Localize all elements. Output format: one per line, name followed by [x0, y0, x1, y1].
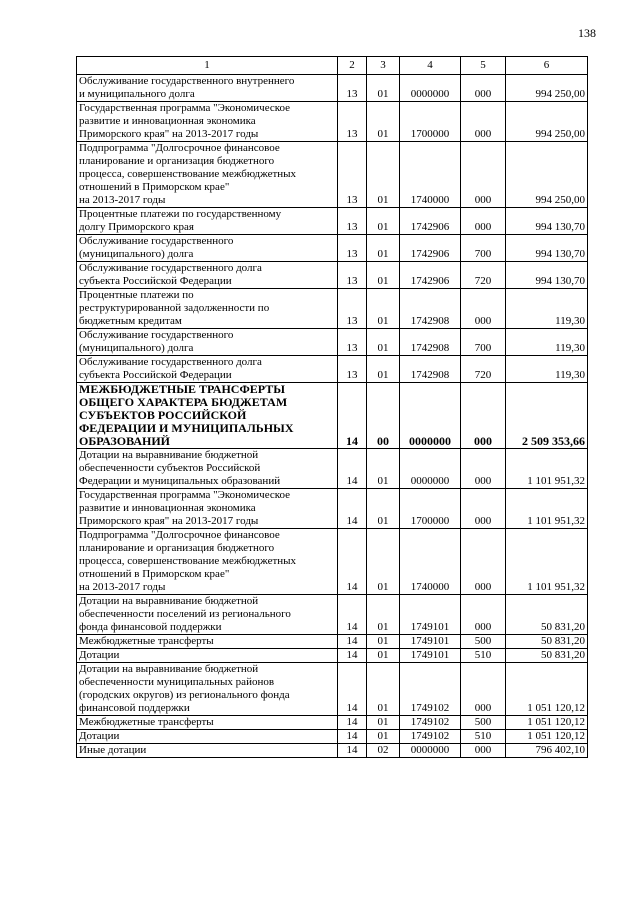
row-col-2-text: 14: [346, 434, 358, 448]
row-col-4: [400, 649, 461, 663]
row-amount-text: 1 051 120,12: [527, 702, 585, 714]
row-col-3-text: 01: [377, 194, 389, 206]
table-row: [77, 289, 588, 329]
row-description: [77, 449, 338, 489]
row-col-3: [367, 635, 400, 649]
row-description-text: Обслуживание государственного (муниципального) долга: [79, 329, 234, 354]
page-number: 138: [578, 26, 596, 40]
row-col-5: [461, 595, 506, 635]
row-col-3: [367, 449, 400, 489]
row-col-3-text: 01: [377, 221, 389, 233]
row-amount-text: 119,30: [555, 369, 585, 381]
row-col-3: [367, 716, 400, 730]
row-amount: [506, 716, 588, 730]
row-description: [77, 595, 338, 635]
row-amount-text: 994 250,00: [535, 88, 585, 100]
row-description-text: Подпрограмма "Долгосрочное финансовое планирование и организация бюджетного процесса, совершенствование межбюджетных отношений в Приморском крае" на 2013-2017 годы: [79, 142, 297, 206]
row-description: [77, 142, 338, 208]
budget-table: [76, 56, 588, 758]
row-col-5-text: 000: [474, 581, 492, 593]
row-col-3-text: 01: [377, 730, 389, 742]
row-description-text: Государственная программа "Экономическое развитие и инновационная экономика Приморского края" на 2013-2017 годы: [79, 489, 291, 527]
row-description: [77, 235, 338, 262]
row-col-2: [338, 262, 367, 289]
row-col-4-text: 1749101: [410, 635, 450, 647]
row-col-4-text: 1742906: [410, 275, 450, 287]
row-col-3: [367, 289, 400, 329]
row-col-5-text: 000: [474, 434, 492, 448]
row-col-2: [338, 102, 367, 142]
row-col-2-text: 13: [346, 248, 358, 260]
table-row: [77, 356, 588, 383]
header-col-5: 5: [461, 57, 506, 75]
row-col-2-text: 14: [346, 475, 358, 487]
row-col-2-text: 14: [346, 716, 358, 728]
table-row: [77, 716, 588, 730]
row-col-5: [461, 75, 506, 102]
row-col-2: [338, 329, 367, 356]
row-col-4-text: 1742908: [410, 342, 450, 354]
row-col-4: [400, 449, 461, 489]
row-description-text: Обслуживание государственного внутреннего и муниципального долга: [79, 75, 295, 100]
row-amount-text: 1 101 951,32: [527, 475, 585, 487]
row-col-2-text: 14: [346, 635, 358, 647]
row-amount: [506, 383, 588, 449]
row-col-2: [338, 289, 367, 329]
row-description-text: Дотации на выравнивание бюджетной обеспеченности субъектов Российской Федерации и муниципальных образований: [79, 449, 281, 487]
row-col-3-text: 01: [377, 128, 389, 140]
table-row: [77, 663, 588, 716]
row-col-4-text: 1742908: [410, 315, 450, 327]
row-description-text: Межбюджетные трансферты: [79, 635, 214, 647]
row-col-3: [367, 329, 400, 356]
row-amount: [506, 142, 588, 208]
row-col-2-text: 13: [346, 128, 358, 140]
header-col-6: 6: [506, 57, 588, 75]
row-amount: [506, 235, 588, 262]
row-col-5-text: 000: [474, 315, 492, 327]
row-col-2: [338, 635, 367, 649]
row-col-5-text: 000: [474, 515, 492, 527]
row-description-text: Дотации: [79, 730, 120, 742]
row-col-5-text: 720: [474, 369, 492, 381]
header-col-1: 1: [77, 57, 338, 75]
row-col-2-text: 13: [346, 194, 358, 206]
row-col-5: [461, 208, 506, 235]
row-col-5-text: 720: [474, 275, 492, 287]
row-col-3: [367, 356, 400, 383]
table-row: [77, 744, 588, 758]
row-col-3: [367, 75, 400, 102]
row-col-5: [461, 289, 506, 329]
row-amount-text: 50 831,20: [541, 621, 585, 633]
row-col-4: [400, 744, 461, 758]
table-row: [77, 383, 588, 449]
row-col-3-text: 01: [377, 621, 389, 633]
row-col-5-text: 510: [474, 649, 492, 661]
row-col-2-text: 14: [346, 515, 358, 527]
table-row: [77, 529, 588, 595]
row-description: [77, 289, 338, 329]
row-col-3-text: 01: [377, 649, 389, 661]
table-row: [77, 595, 588, 635]
row-col-2: [338, 529, 367, 595]
row-col-3: [367, 102, 400, 142]
row-col-4: [400, 529, 461, 595]
table-row: [77, 730, 588, 744]
row-col-2: [338, 356, 367, 383]
row-col-4-text: 1740000: [410, 194, 450, 206]
row-col-5: [461, 649, 506, 663]
table-row: [77, 635, 588, 649]
row-col-2: [338, 489, 367, 529]
row-col-4-text: 0000000: [410, 88, 450, 100]
row-col-3: [367, 730, 400, 744]
row-col-5-text: 000: [474, 88, 492, 100]
row-col-5: [461, 329, 506, 356]
row-col-4-text: 1742906: [410, 221, 450, 233]
row-amount-text: 50 831,20: [541, 649, 585, 661]
row-col-5: [461, 529, 506, 595]
row-col-2: [338, 383, 367, 449]
header-col-3: 3: [367, 57, 400, 75]
row-col-5: [461, 356, 506, 383]
row-col-4-text: 1749101: [410, 649, 450, 661]
row-description: [77, 716, 338, 730]
row-col-2: [338, 730, 367, 744]
row-col-4: [400, 329, 461, 356]
row-col-4-text: 1749101: [410, 621, 450, 633]
row-col-4: [400, 730, 461, 744]
row-col-3-text: 01: [377, 635, 389, 647]
row-amount-text: 119,30: [555, 342, 585, 354]
row-col-5-text: 000: [474, 128, 492, 140]
row-col-2-text: 14: [346, 581, 358, 593]
row-col-4-text: 0000000: [410, 744, 450, 756]
row-col-5-text: 000: [474, 702, 492, 714]
row-col-5-text: 000: [474, 221, 492, 233]
row-amount-text: 50 831,20: [541, 635, 585, 647]
row-col-5-text: 000: [474, 475, 492, 487]
row-col-2: [338, 649, 367, 663]
row-col-3-text: 02: [377, 744, 389, 756]
row-col-4-text: 1749102: [410, 702, 450, 714]
row-amount: [506, 208, 588, 235]
row-description-text: Дотации: [79, 649, 120, 661]
row-col-4: [400, 142, 461, 208]
row-col-5: [461, 235, 506, 262]
row-amount-text: 2 509 353,66: [522, 434, 585, 448]
table-row: [77, 649, 588, 663]
row-col-2: [338, 449, 367, 489]
row-col-4: [400, 75, 461, 102]
row-col-3: [367, 649, 400, 663]
row-col-4-text: 1740000: [410, 581, 450, 593]
row-amount: [506, 102, 588, 142]
row-amount-text: 994 250,00: [535, 128, 585, 140]
row-col-5-text: 700: [474, 342, 492, 354]
table-row: [77, 75, 588, 102]
row-col-5: [461, 383, 506, 449]
row-amount: [506, 75, 588, 102]
table-row: [77, 329, 588, 356]
row-col-4: [400, 289, 461, 329]
row-description-text: МЕЖБЮДЖЕТНЫЕ ТРАНСФЕРТЫ ОБЩЕГО ХАРАКТЕРА БЮДЖЕТАМ СУБЪЕКТОВ РОССИЙСКОЙ ФЕДЕРАЦИИ И МУНИЦИПАЛЬНЫХ ОБРАЗОВАНИЙ: [79, 382, 294, 448]
row-amount: [506, 489, 588, 529]
row-col-3: [367, 663, 400, 716]
row-amount: [506, 635, 588, 649]
row-amount-text: 1 101 951,32: [527, 581, 585, 593]
row-description: [77, 383, 338, 449]
row-col-2: [338, 208, 367, 235]
row-col-2: [338, 142, 367, 208]
row-description-text: Обслуживание государственного долга субъекта Российской Федерации: [79, 356, 262, 381]
row-col-4-text: 1700000: [410, 515, 450, 527]
row-col-2-text: 13: [346, 221, 358, 233]
row-col-2: [338, 744, 367, 758]
row-col-5: [461, 635, 506, 649]
row-col-2: [338, 663, 367, 716]
row-col-4-text: 1749102: [410, 716, 450, 728]
table-row: [77, 489, 588, 529]
row-description: [77, 635, 338, 649]
row-col-4-text: 0000000: [410, 475, 450, 487]
row-col-3: [367, 489, 400, 529]
row-col-5: [461, 489, 506, 529]
row-col-3-text: 01: [377, 702, 389, 714]
row-col-2-text: 13: [346, 369, 358, 381]
row-amount: [506, 529, 588, 595]
row-description: [77, 356, 338, 383]
row-description: [77, 529, 338, 595]
row-col-3: [367, 744, 400, 758]
row-col-2: [338, 235, 367, 262]
row-description-text: Государственная программа "Экономическое развитие и инновационная экономика Приморского края" на 2013-2017 годы: [79, 102, 291, 140]
row-col-3: [367, 383, 400, 449]
row-col-3-text: 01: [377, 275, 389, 287]
row-col-2-text: 13: [346, 88, 358, 100]
row-description: [77, 75, 338, 102]
table-row: [77, 449, 588, 489]
row-description-text: Подпрограмма "Долгосрочное финансовое планирование и организация бюджетного процесса, совершенствование межбюджетных отношений в Приморском крае" на 2013-2017 годы: [79, 529, 297, 593]
row-amount-text: 994 130,70: [535, 248, 585, 260]
table-header-row: [77, 57, 588, 75]
row-col-3-text: 01: [377, 581, 389, 593]
row-col-5: [461, 730, 506, 744]
row-description: [77, 102, 338, 142]
row-col-2-text: 13: [346, 275, 358, 287]
row-col-5: [461, 102, 506, 142]
row-col-4: [400, 235, 461, 262]
row-col-2: [338, 75, 367, 102]
row-description-text: Процентные платежи по реструктурированной задолженности по бюджетным кредитам: [79, 289, 270, 327]
row-col-3-text: 01: [377, 315, 389, 327]
row-col-4: [400, 489, 461, 529]
row-col-5-text: 500: [474, 716, 492, 728]
row-amount-text: 994 130,70: [535, 275, 585, 287]
row-amount: [506, 449, 588, 489]
row-col-4: [400, 716, 461, 730]
row-description: [77, 663, 338, 716]
row-amount: [506, 262, 588, 289]
row-col-3-text: 01: [377, 515, 389, 527]
row-col-4-text: 0000000: [409, 434, 451, 448]
row-col-5-text: 000: [474, 194, 492, 206]
row-col-5-text: 700: [474, 248, 492, 260]
table-row: [77, 235, 588, 262]
row-description: [77, 489, 338, 529]
row-amount-text: 1 051 120,12: [527, 730, 585, 742]
row-col-4: [400, 356, 461, 383]
row-col-3-text: 01: [377, 716, 389, 728]
row-col-4-text: 1742908: [410, 369, 450, 381]
row-col-5-text: 000: [474, 621, 492, 633]
row-col-4: [400, 383, 461, 449]
row-col-2-text: 14: [346, 744, 358, 756]
row-col-2: [338, 595, 367, 635]
table-row: [77, 102, 588, 142]
row-col-2-text: 13: [346, 342, 358, 354]
row-col-3-text: 01: [377, 88, 389, 100]
row-description: [77, 329, 338, 356]
row-description-text: Обслуживание государственного (муниципального) долга: [79, 235, 234, 260]
row-col-5: [461, 716, 506, 730]
row-col-3-text: 01: [377, 369, 389, 381]
row-description: [77, 649, 338, 663]
row-col-3: [367, 235, 400, 262]
row-col-3: [367, 595, 400, 635]
row-amount-text: 1 101 951,32: [527, 515, 585, 527]
row-col-5: [461, 744, 506, 758]
row-description-text: Процентные платежи по государственному долгу Приморского края: [79, 208, 282, 233]
row-amount: [506, 744, 588, 758]
row-col-4: [400, 208, 461, 235]
row-amount-text: 1 051 120,12: [527, 716, 585, 728]
row-col-3: [367, 208, 400, 235]
header-col-2: 2: [338, 57, 367, 75]
table-row: [77, 142, 588, 208]
row-col-2-text: 13: [346, 315, 358, 327]
row-amount: [506, 595, 588, 635]
row-col-3-text: 01: [377, 342, 389, 354]
row-amount: [506, 289, 588, 329]
row-amount: [506, 356, 588, 383]
row-col-5: [461, 142, 506, 208]
row-col-2-text: 14: [346, 621, 358, 633]
row-col-4-text: 1749102: [410, 730, 450, 742]
row-col-2: [338, 716, 367, 730]
table-row: [77, 208, 588, 235]
row-description: [77, 744, 338, 758]
row-amount-text: 796 402,10: [535, 744, 585, 756]
row-col-2-text: 14: [346, 702, 358, 714]
row-col-3: [367, 262, 400, 289]
row-col-4: [400, 102, 461, 142]
row-col-5: [461, 449, 506, 489]
row-col-3-text: 01: [377, 475, 389, 487]
row-col-5: [461, 262, 506, 289]
row-col-3-text: 00: [377, 434, 389, 448]
row-col-4: [400, 595, 461, 635]
row-col-3: [367, 142, 400, 208]
row-description-text: Дотации на выравнивание бюджетной обеспеченности муниципальных районов (городских округов) из регионального фонда финансовой поддержки: [79, 663, 290, 714]
row-col-5: [461, 663, 506, 716]
row-col-5-text: 510: [474, 730, 492, 742]
row-description: [77, 262, 338, 289]
row-amount-text: 119,30: [555, 315, 585, 327]
row-amount: [506, 329, 588, 356]
row-col-5-text: 500: [474, 635, 492, 647]
row-col-3: [367, 529, 400, 595]
header-col-4: 4: [400, 57, 461, 75]
row-description: [77, 730, 338, 744]
row-amount: [506, 663, 588, 716]
row-description-text: Обслуживание государственного долга субъекта Российской Федерации: [79, 262, 262, 287]
row-col-4: [400, 663, 461, 716]
row-col-4: [400, 262, 461, 289]
row-col-4-text: 1742906: [410, 248, 450, 260]
row-description-text: Дотации на выравнивание бюджетной обеспеченности поселений из регионального фонда финансовой поддержки: [79, 595, 291, 633]
row-col-4-text: 1700000: [410, 128, 450, 140]
row-col-5-text: 000: [474, 744, 492, 756]
row-description-text: Межбюджетные трансферты: [79, 716, 214, 728]
row-col-4: [400, 635, 461, 649]
row-amount-text: 994 250,00: [535, 194, 585, 206]
row-description: [77, 208, 338, 235]
table-row: [77, 262, 588, 289]
row-amount: [506, 649, 588, 663]
row-col-2-text: 14: [346, 730, 358, 742]
row-amount-text: 994 130,70: [535, 221, 585, 233]
row-col-3-text: 01: [377, 248, 389, 260]
row-description-text: Иные дотации: [79, 744, 147, 756]
row-col-2-text: 14: [346, 649, 358, 661]
row-amount: [506, 730, 588, 744]
